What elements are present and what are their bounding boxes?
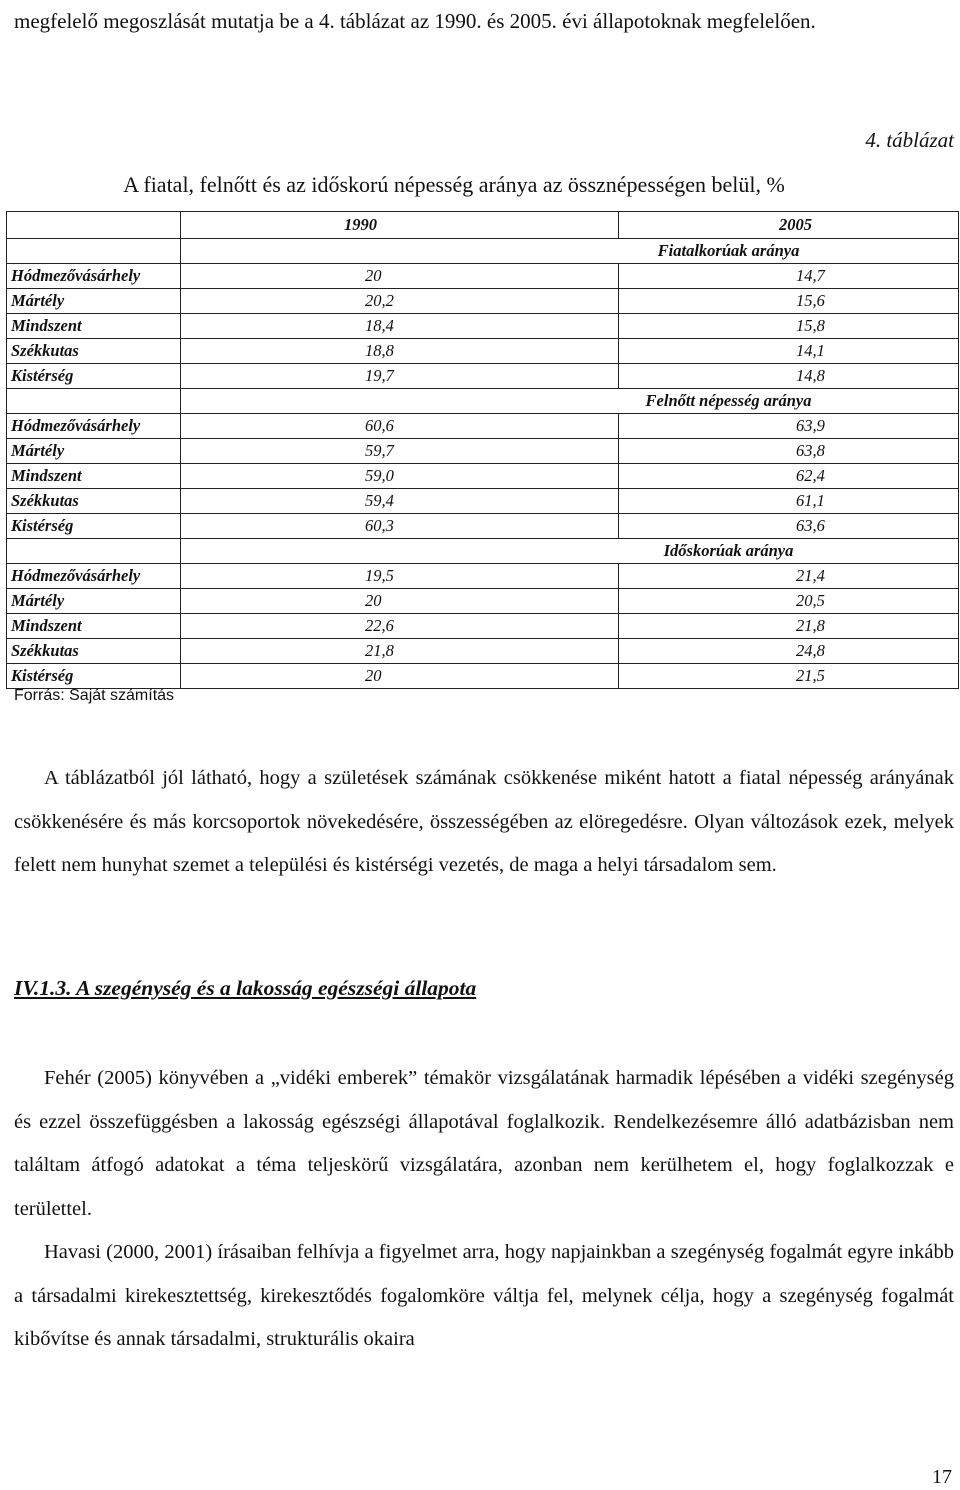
- table-title: [0, 172, 960, 198]
- settlement-name-cell: Mártély: [7, 589, 181, 614]
- value-1990-cell: 19,5: [181, 564, 619, 589]
- header-year-2005: 2005: [619, 212, 959, 239]
- table-row: [7, 264, 959, 289]
- table-row: [7, 289, 959, 314]
- settlement-name-cell: Hódmezővásárhely: [7, 564, 181, 589]
- table-row: [7, 439, 959, 464]
- value-1990-cell: 18,4: [181, 314, 619, 339]
- population-table: [6, 211, 959, 689]
- group-empty-cell: [7, 239, 181, 264]
- page-number: 17: [932, 1466, 952, 1488]
- table-row: [7, 514, 959, 539]
- settlement-name-cell: Mindszent: [7, 314, 181, 339]
- value-2005-cell: 14,1: [619, 339, 959, 364]
- value-2005-cell: 21,8: [619, 614, 959, 639]
- value-1990-cell: 22,6: [181, 614, 619, 639]
- value-1990-cell: 60,6: [181, 414, 619, 439]
- value-2005-cell: 21,4: [619, 564, 959, 589]
- settlement-name-cell: Székkutas: [7, 639, 181, 664]
- table-row: [7, 464, 959, 489]
- value-2005-cell: 61,1: [619, 489, 959, 514]
- settlement-name-cell: Kistérség: [7, 364, 181, 389]
- value-2005-cell: 62,4: [619, 464, 959, 489]
- settlement-name-cell: Kistérség: [7, 664, 181, 689]
- group-header-row: [7, 239, 959, 264]
- paragraph-havasi: Havasi (2000, 2001) írásaiban felhívja a figyelmet arra, hogy napjainkban a szegénység fogalmát egyre inkább a társadalmi kirekesztettség, kirekesztődés fogalomköre váltja fel, melynek célja, hogy a szegénység fogalmát kibővítse és annak társadalmi, strukturális okaira: [14, 1241, 954, 1350]
- group-title-cell: [181, 539, 959, 564]
- value-1990-cell: 19,7: [181, 364, 619, 389]
- value-2005-cell: 21,5: [619, 664, 959, 689]
- section-heading: IV.1.3. A szegénység és a lakosság egészségi állapota: [14, 976, 477, 1000]
- settlement-name-cell: Székkutas: [7, 489, 181, 514]
- group-header-row: [7, 539, 959, 564]
- table-row: [7, 564, 959, 589]
- group-header-row: [7, 389, 959, 414]
- value-2005-cell: 14,7: [619, 264, 959, 289]
- paragraph-feher: Fehér (2005) könyvében a „vidéki emberek” témakör vizsgálatának harmadik lépésében a vidéki szegénység és ezzel összefüggésben a lakosság egészségi állapotával foglalkozik. Rendelkezésemre álló adatbázisban nem találtam átfogó adatokat a téma teljeskörű vizsgálatára, azonban nem kerülhetem el, hogy foglalkozzak e területtel.: [14, 1067, 954, 1220]
- value-1990-cell: 21,8: [181, 639, 619, 664]
- table-row: [7, 414, 959, 439]
- table-row: [7, 589, 959, 614]
- value-2005-cell: 63,8: [619, 439, 959, 464]
- group-empty-cell: [7, 539, 181, 564]
- settlement-name-cell: Hódmezővásárhely: [7, 414, 181, 439]
- settlement-name-cell: Mártély: [7, 289, 181, 314]
- value-2005-cell: 24,8: [619, 639, 959, 664]
- group-empty-cell: [7, 389, 181, 414]
- value-2005-cell: 15,6: [619, 289, 959, 314]
- value-1990-cell: 20: [181, 664, 619, 689]
- header-empty-cell: [7, 212, 181, 239]
- table-row: [7, 639, 959, 664]
- value-1990-cell: 20: [181, 589, 619, 614]
- group-title: Időskorúak aránya: [663, 541, 794, 560]
- settlement-name-cell: Mindszent: [7, 464, 181, 489]
- table-row: [7, 339, 959, 364]
- table-number-label: 4. táblázat: [865, 128, 954, 152]
- table-row: [7, 664, 959, 689]
- value-1990-cell: 20,2: [181, 289, 619, 314]
- value-2005-cell: 63,9: [619, 414, 959, 439]
- settlement-name-cell: Hódmezővásárhely: [7, 264, 181, 289]
- group-title: Felnőtt népesség aránya: [645, 391, 812, 410]
- settlement-name-cell: Székkutas: [7, 339, 181, 364]
- value-2005-cell: 14,8: [619, 364, 959, 389]
- value-2005-cell: 20,5: [619, 589, 959, 614]
- table-header-row: [7, 212, 959, 239]
- table-source: Forrás: Saját számítás: [14, 687, 175, 704]
- value-1990-cell: 59,7: [181, 439, 619, 464]
- value-2005-cell: 63,6: [619, 514, 959, 539]
- paragraph-conclusion: A táblázatból jól látható, hogy a születések számának csökkenése miként hatott a fiatal népesség arányának csökkenésére és más korcsoportok növekedésére, összességében az elöregedésre. Olyan változások ezek, melyek felett nem hunyhat szemet a települési és kistérségi vezetés, de maga a helyi társadalom sem.: [14, 767, 954, 876]
- header-year-1990: 1990: [181, 212, 619, 239]
- group-title: Fiatalkorúak aránya: [657, 241, 800, 260]
- settlement-name-cell: Kistérség: [7, 514, 181, 539]
- value-2005-cell: 15,8: [619, 314, 959, 339]
- intro-paragraph: megfelelő megoszlását mutatja be a 4. táblázat az 1990. és 2005. évi állapotoknak megfelelően.: [14, 9, 816, 33]
- table-row: [7, 314, 959, 339]
- value-1990-cell: 18,8: [181, 339, 619, 364]
- group-title-cell: [181, 239, 959, 264]
- value-1990-cell: 20: [181, 264, 619, 289]
- settlement-name-cell: Mindszent: [7, 614, 181, 639]
- table-row: [7, 614, 959, 639]
- table-row: [7, 489, 959, 514]
- value-1990-cell: 59,0: [181, 464, 619, 489]
- settlement-name-cell: Mártély: [7, 439, 181, 464]
- value-1990-cell: 59,4: [181, 489, 619, 514]
- group-title-cell: [181, 389, 959, 414]
- table-title-text: A fiatal, felnőtt és az időskorú népesség aránya az össznépességen belül, %: [123, 172, 785, 197]
- table-row: [7, 364, 959, 389]
- value-1990-cell: 60,3: [181, 514, 619, 539]
